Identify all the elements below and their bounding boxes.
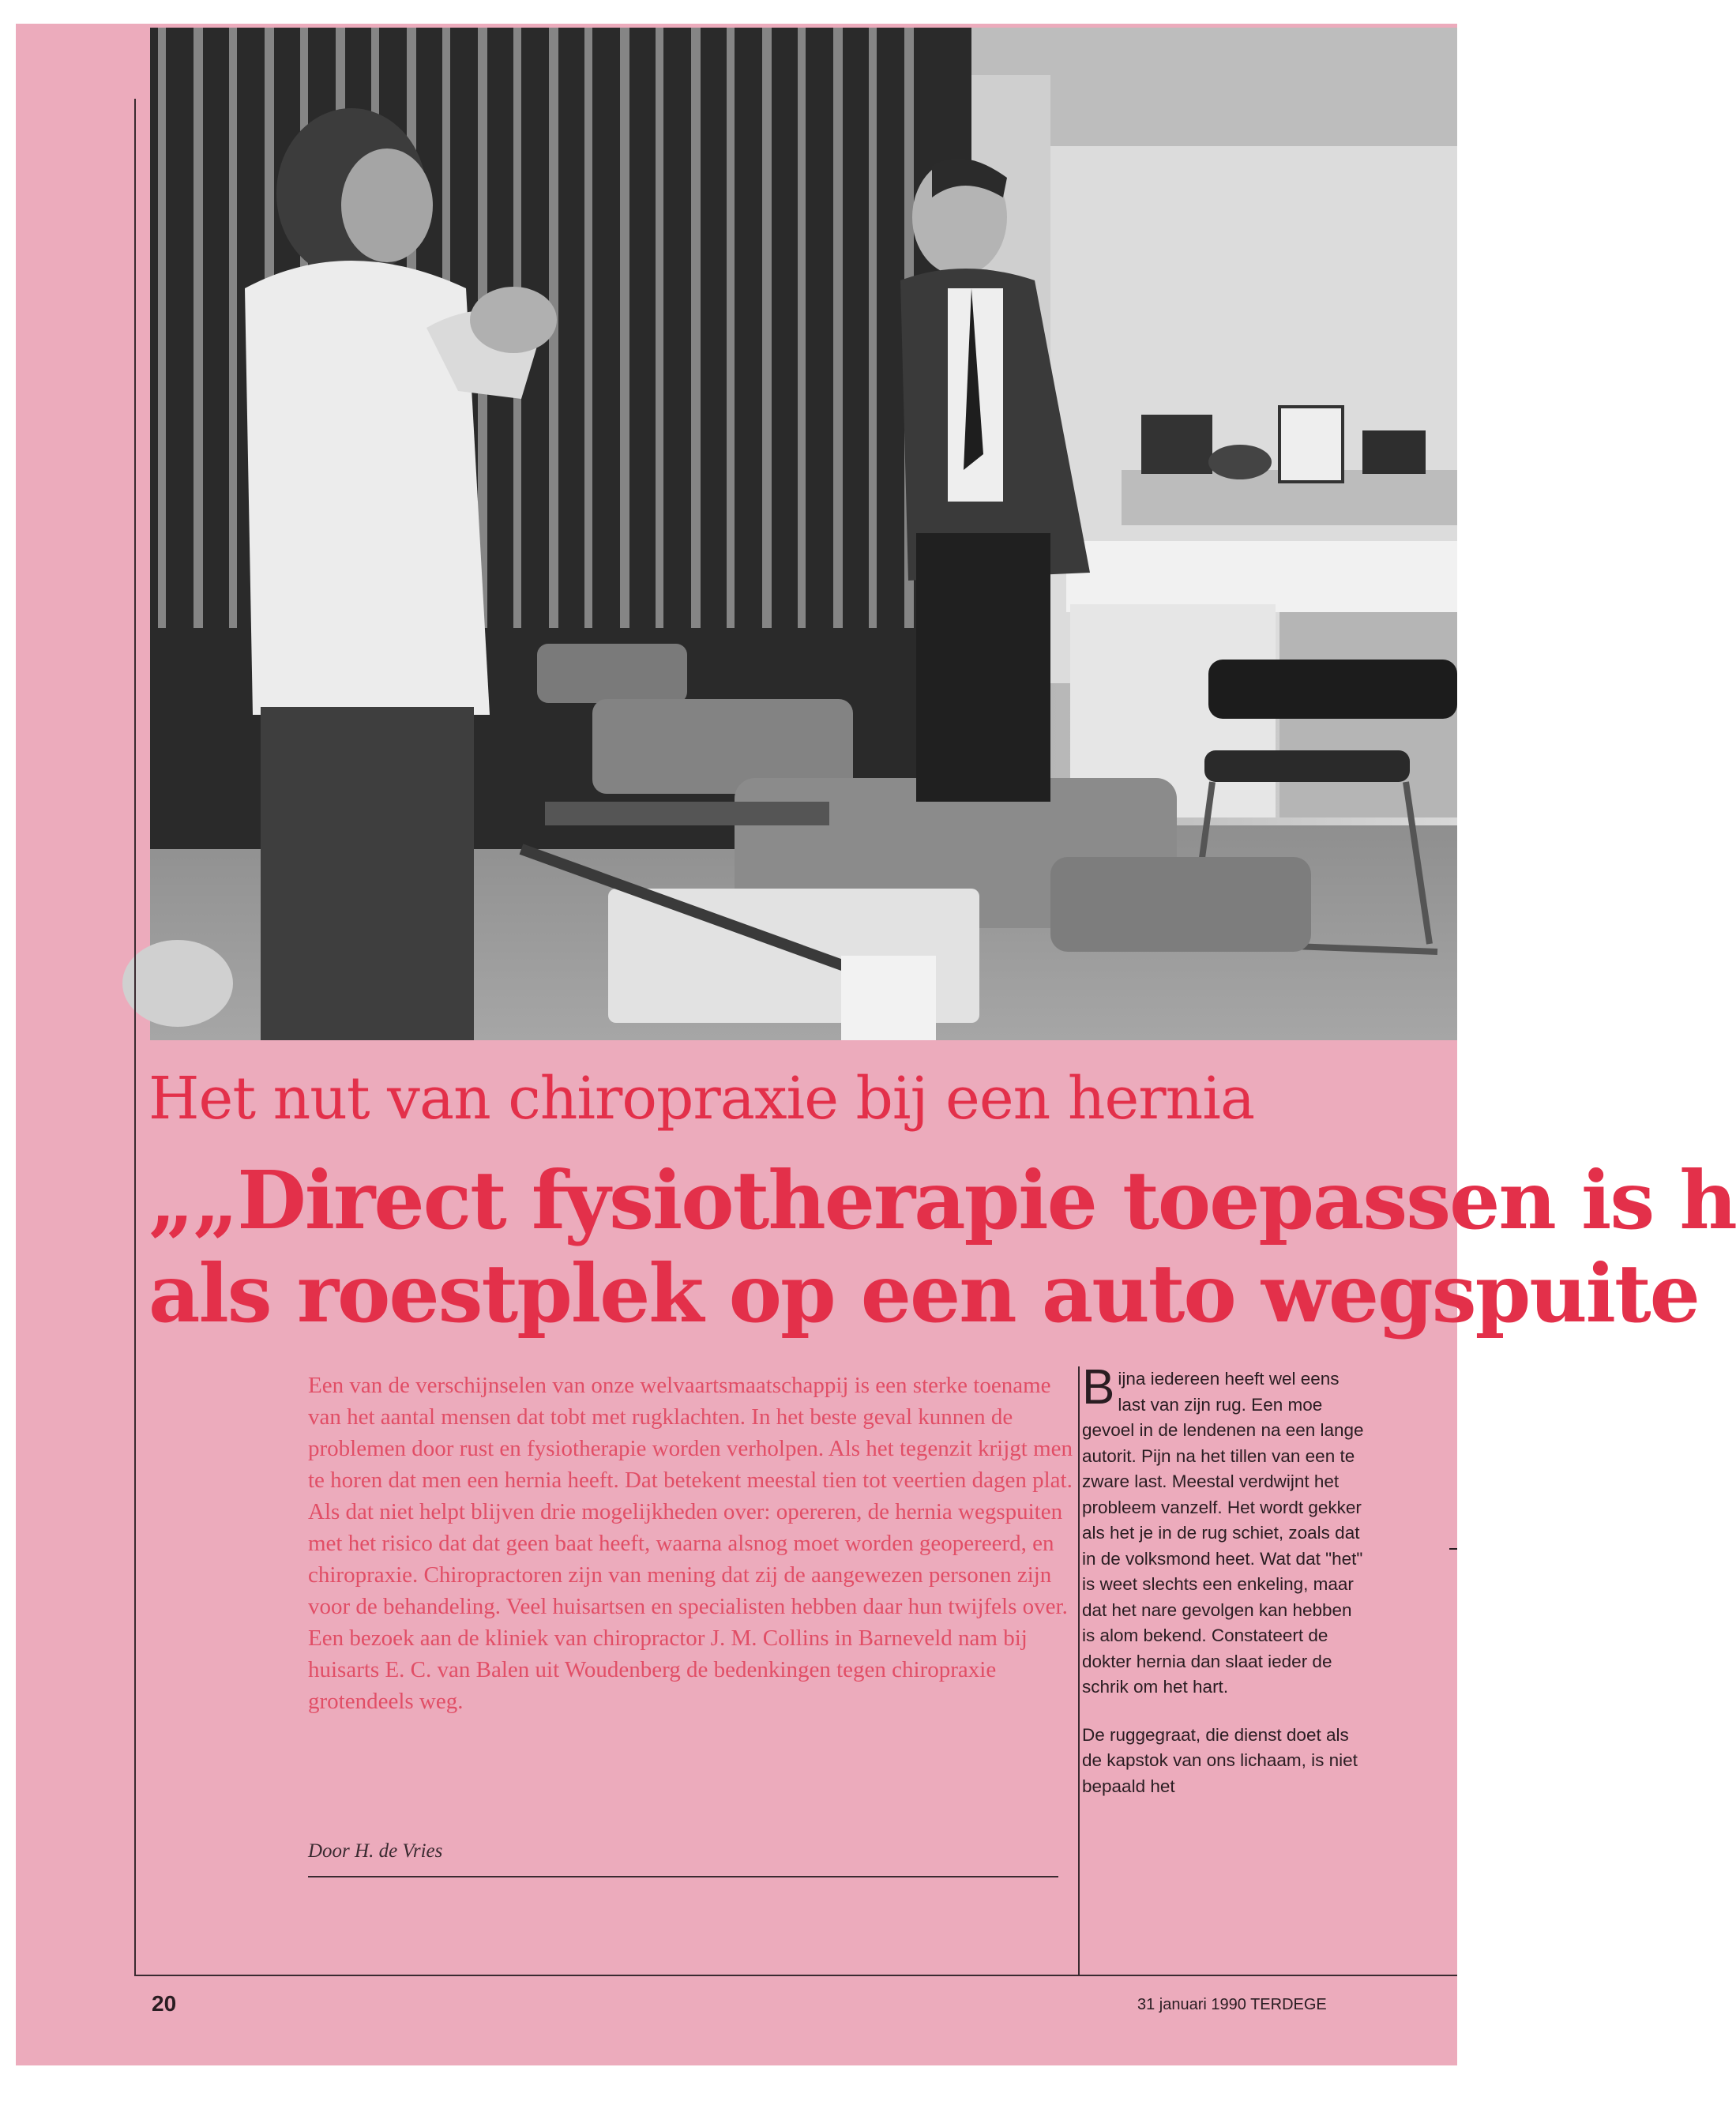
byline-rule (308, 1876, 1058, 1877)
article-photo (150, 28, 1457, 1040)
headline-line-1: „„Direct fysiotherapie toepassen is h (148, 1153, 1736, 1247)
article-kicker: Het nut van chiropraxie bij een hernia (148, 1065, 1255, 1133)
margin-tick (1449, 1548, 1457, 1550)
drop-cap: B (1082, 1360, 1115, 1415)
body-paragraph-1: ijna iedereen heeft wel eens last van zijn rug. Een moe gevoel in de lendenen na een lange autorit. Pijn na het tillen van een te zware last. Meestal verdwijnt het probleem vanzelf. Het wordt gekker als het je in de rug schiet, zoals dat in de volksmond heet. Wat dat "het" is weet slechts een enkeling, maar dat het nare gevolgen kan hebben is alom bekend. Constateert de dokter hernia dan slaat ieder de schrik om het hart. (1082, 1369, 1364, 1697)
body-column (1082, 1360, 1366, 1821)
column-divider (1078, 1366, 1080, 1975)
intro-paragraph: Een van de verschijnselen van onze welvaartsmaatschappij is een sterke toename van het aantal mensen dat tobt met rugklachten. In het beste geval kunnen de problemen door rust en fysiotherapie worden verholpen. Als het tegenzit krijgt men te horen dat men een hernia heeft. Dat betekent meestal tien tot veertien dagen plat. Als dat niet helpt blijven drie mogelijkheden over: opereren, de hernia wegspuiten met het risico dat dat geen baat heeft, waarna alsnog moet worden geopereerd, en chiropraxie. Chiropractoren zijn van mening dat zij de aangewezen personen zijn voor de behandeling. Veel huisartsen en specialisten hebben daar hun twijfels over. Een bezoek aan de kliniek van chiropractor J. M. Collins in Barneveld nam bij huisarts E. C. van Balen uit Woudenberg de bedenkingen tegen chiropraxie grotendeels weg. (308, 1373, 1073, 1714)
frame-rule-bottom (134, 1975, 1457, 1976)
body-paragraph-2: De ruggegraat, die dienst doet als de kapstok van ons lichaam, is niet bepaald het (1082, 1724, 1358, 1796)
photo-illustration (150, 28, 1457, 1040)
page-number: 20 (152, 1991, 177, 2016)
headline-line-2: als roestplek op een auto wegspuite (148, 1246, 1699, 1340)
publication-date: 31 januari 1990 TERDEGE (1137, 1996, 1327, 2013)
magazine-page (16, 24, 1736, 2065)
frame-rule-left (134, 99, 136, 1975)
byline: Door H. de Vries (308, 1840, 443, 1862)
